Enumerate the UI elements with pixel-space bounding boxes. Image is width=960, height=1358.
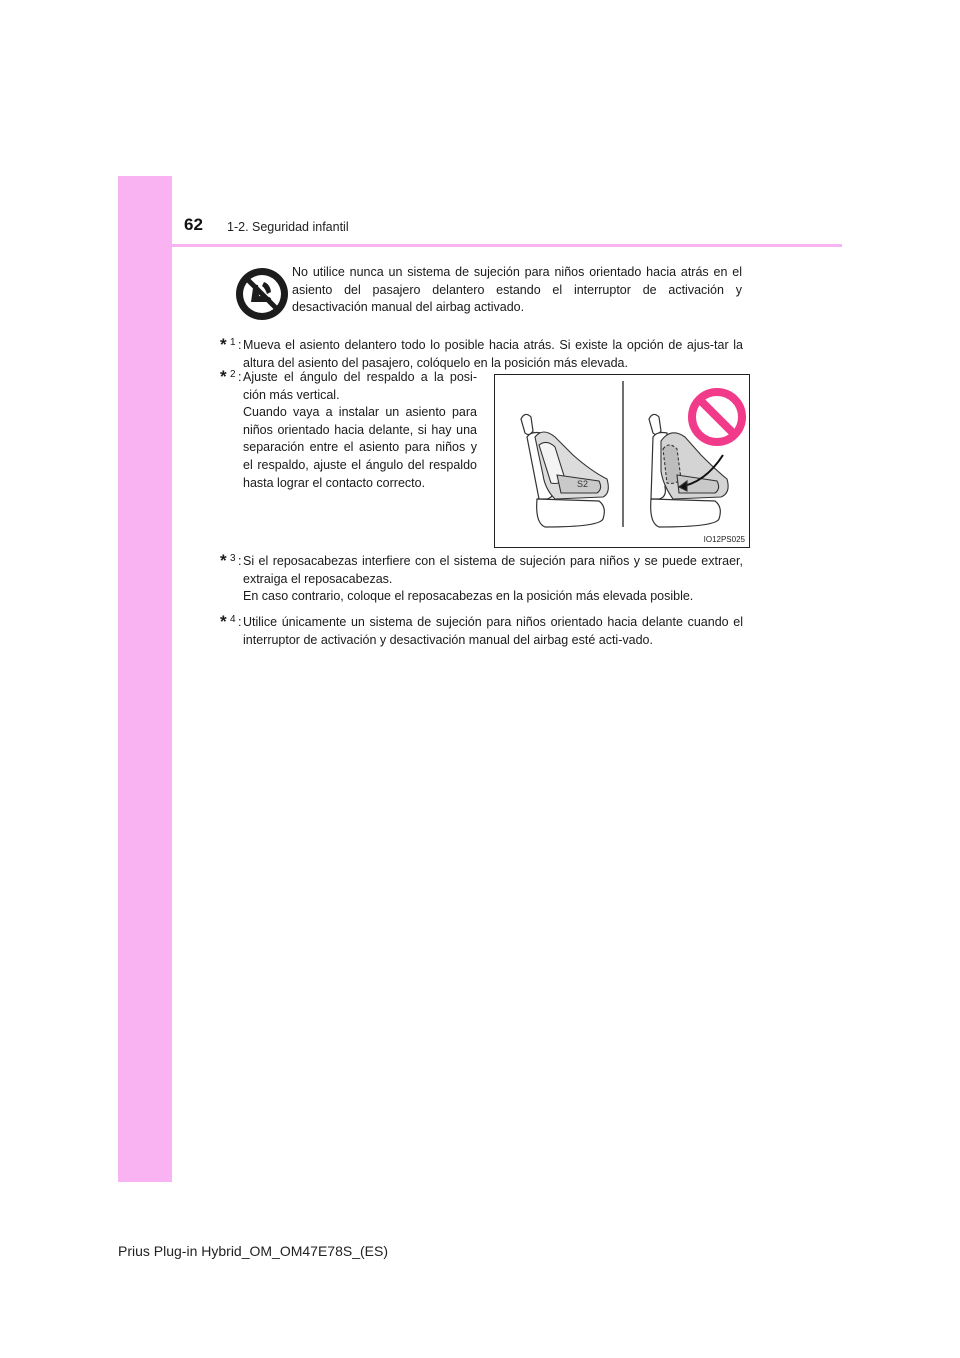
note-body-continued: En caso contrario, coloque el reposacabezas en la posición más elevada posible. bbox=[243, 589, 694, 604]
note-2 bbox=[220, 369, 477, 492]
note-number: 2 bbox=[230, 369, 236, 380]
note-marker: * bbox=[220, 367, 227, 386]
note-body: Utilice únicamente un sistema de sujeción para niños orientado hacia delante cuando el interruptor de activación y desactivación manual del airbag esté acti-vado. bbox=[243, 615, 743, 647]
note-number: 4 bbox=[230, 614, 236, 625]
footer-doc-id: Prius Plug-in Hybrid_OM_OM47E78S_(ES) bbox=[118, 1243, 388, 1259]
note-colon: : bbox=[238, 338, 242, 352]
note-3 bbox=[220, 553, 743, 606]
page-number: 62 bbox=[184, 215, 203, 234]
note-number: 1 bbox=[230, 337, 236, 348]
seat-illustration bbox=[494, 374, 750, 548]
note-colon: : bbox=[238, 615, 242, 629]
note-colon: : bbox=[238, 554, 242, 568]
section-title: 1-2. Seguridad infantil bbox=[227, 220, 349, 234]
figure-code: IO12PS025 bbox=[703, 535, 745, 544]
note-4 bbox=[220, 614, 743, 649]
note-body: Ajuste el ángulo del respaldo a la posi-ción más vertical. bbox=[243, 370, 477, 402]
note-number: 3 bbox=[230, 553, 236, 564]
note-marker: * bbox=[220, 612, 227, 631]
svg-text:S2: S2 bbox=[577, 479, 589, 489]
note-marker: * bbox=[220, 335, 227, 354]
note-marker: * bbox=[220, 551, 227, 570]
side-tab-band bbox=[118, 176, 172, 1182]
note-body-continued: Cuando vaya a instalar un asiento para niños orientado hacia delante, si hay una separación entre el asiento para niños y el respaldo, ajuste el ángulo del respaldo hasta lograr el contacto correcto. bbox=[243, 405, 477, 490]
header-rule bbox=[118, 244, 842, 247]
note-body: Si el reposacabezas interfiere con el sistema de sujeción para niños y se puede extraer, extraiga el reposacabezas. bbox=[243, 554, 743, 586]
prohibition-icon bbox=[692, 392, 742, 442]
note-colon: : bbox=[238, 370, 242, 384]
note-1 bbox=[220, 337, 743, 372]
no-rear-facing-child-seat-icon bbox=[234, 266, 290, 322]
warning-text: No utilice nunca un sistema de sujeción para niños orientado hacia atrás en el asiento del pasajero delantero estando el interruptor de activación y desactivación manual del airbag activado. bbox=[292, 265, 742, 315]
note-body: Mueva el asiento delantero todo lo posible hacia atrás. Si existe la opción de ajus-tar la altura del asiento del pasajero, colóquelo en la posición más elevada. bbox=[243, 338, 743, 370]
